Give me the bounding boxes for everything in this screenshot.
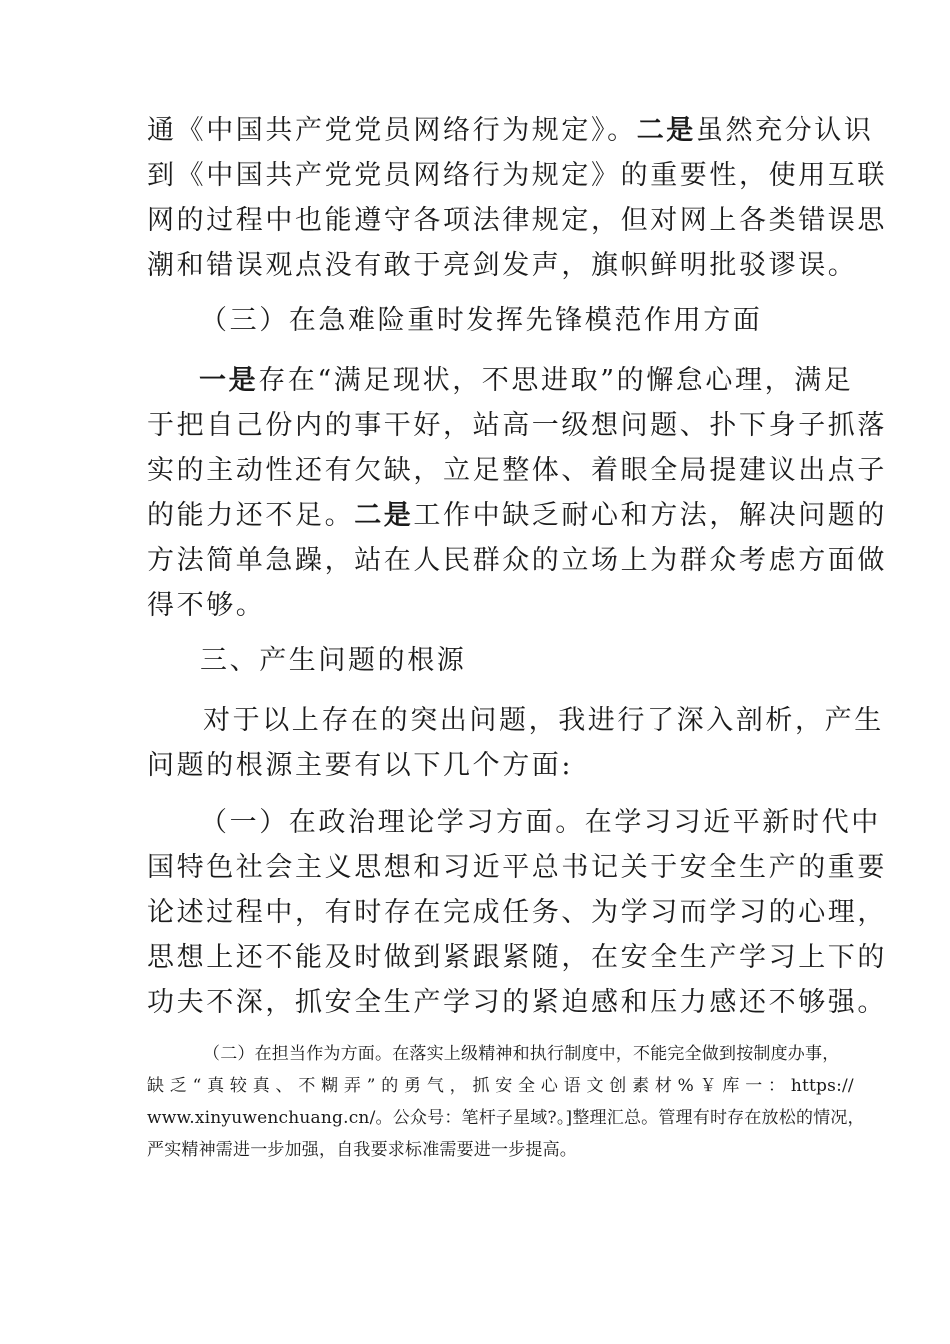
text-line: 严实精神需进一步加强，自我要求标准需要进一步提高。: [147, 1140, 577, 1160]
text-line: （二）在担当作为方面。在落实上级精神和执行制度中，不能完全做到按制度办事，: [203, 1044, 840, 1064]
text-line: 的能力还不足。二是工作中缺乏耐心和方法，解决问题的: [147, 500, 888, 531]
section-heading-root-cause: [200, 638, 862, 683]
text-line: 潮和错误观点没有敢于亮剑发声，旗帜鲜明批驳谬误。: [147, 250, 858, 281]
paragraph-pioneer-role: [147, 358, 888, 628]
section-heading-3: [200, 298, 862, 343]
paragraph-responsibility: [147, 1038, 865, 1166]
text-line: 实的主动性还有欠缺，立足整体、着眼全局提建议出点子: [147, 455, 887, 486]
paragraph-network-conduct: [147, 108, 887, 288]
text-line: 论述过程中，有时存在完成任务、为学习而学习的心理，: [147, 897, 887, 928]
text-line: 缺 乏 “ 真 较 真 、 不 糊 弄 ” 的 勇 气 ， 抓 安 全 心 语 文 创 素 材 % ￥ 库 一 ： https://: [147, 1076, 854, 1096]
text-line: 国特色社会主义思想和习近平总书记关于安全生产的重要: [147, 852, 887, 883]
text-line: 得不够。: [147, 590, 266, 621]
text-line: 一是存在“满足现状，不思进取”的懈怠心理，满足: [199, 365, 854, 396]
text-line: 思想上还不能及时做到紧跟紧随，在安全生产学习上下的: [147, 942, 887, 973]
heading-text: （三）在急难险重时发挥先锋模范作用方面: [200, 305, 763, 336]
text-line: （一）在政治理论学习方面。在学习习近平新时代中: [200, 807, 881, 838]
text-line: 于把自己份内的事干好，站高一级想问题、扑下身子抓落: [147, 410, 887, 441]
paragraph-analysis-intro: [147, 698, 884, 788]
text-line: 网的过程中也能遵守各项法律规定，但对网上各类错误思: [147, 205, 887, 236]
text-line: 对于以上存在的突出问题，我进行了深入剖析，产生: [203, 705, 884, 736]
paragraph-political-theory: [147, 800, 887, 1025]
heading-text: 三、产生问题的根源: [200, 645, 467, 676]
text-line: 到《中国共产党党员网络行为规定》的重要性，使用互联: [147, 160, 887, 191]
text-line: 方法简单急躁，站在人民群众的立场上为群众考虑方面做: [147, 545, 887, 576]
text-line: 功夫不深，抓安全生产学习的紧迫感和压力感还不够强。: [147, 987, 887, 1018]
text-line: 通《中国共产党党员网络行为规定》。二是虽然充分认识: [147, 115, 874, 146]
text-line: www.xinyuwenchuang.cn/。公众号：笔杆子星域?。]整理汇总。管理有时存在放松的情况，: [147, 1108, 865, 1128]
text-line: 问题的根源主要有以下几个方面:: [147, 750, 574, 781]
